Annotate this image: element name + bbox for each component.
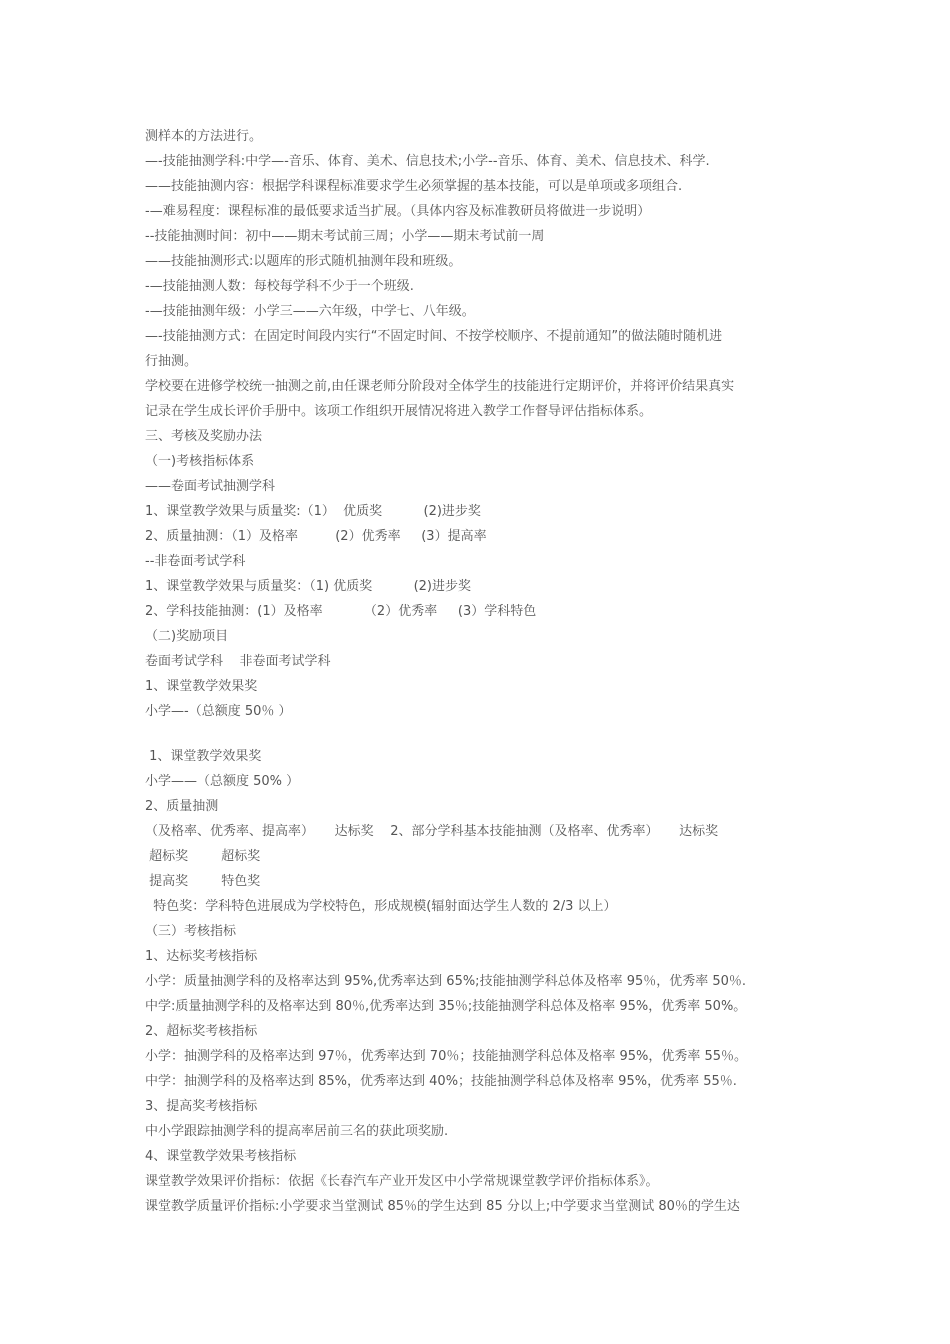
text-line: 1、课堂教学效果与质量奖：（1) 优质奖 (2)进步奖 [145, 579, 471, 594]
text-line: 1、课堂教学效果奖 [145, 679, 258, 694]
text-line: 学校要在进修学校统一抽测之前,由任课老师分阶段对全体学生的技能进行定期评价，并将评价结果真实 [145, 379, 735, 394]
text-line: --技能抽测时间：初中——期末考试前三周；小学——期末考试前一周 [145, 229, 545, 244]
text-line: 课堂教学质量评价指标:小学要求当堂测试 85％的学生达到 85 分以上;中学要求当堂测试 80％的学生达 [145, 1199, 740, 1214]
text-line: ——技能抽测内容：根据学科课程标准要求学生必须掌握的基本技能，可以是单项或多项组合. [145, 179, 683, 194]
text-line: 提高奖 特色奖 [145, 874, 261, 889]
subsection-heading: （一)考核指标体系 [145, 454, 255, 469]
text-line: ——技能抽测形式:以题库的形式随机抽测年段和班级。 [145, 254, 462, 269]
text-line: 卷面考试学科 非卷面考试学科 [145, 654, 331, 669]
text-line: 超标奖 超标奖 [145, 849, 261, 864]
text-line: 中学:质量抽测学科的及格率达到 80％,优秀率达到 35％;技能抽测学科总体及格率 95%，优秀率 50%。 [145, 999, 747, 1014]
text-line: ——卷面考试抽测学科 [145, 479, 276, 494]
blank-line [145, 724, 825, 744]
text-line: 2、质量抽测：（1）及格率 (2）优秀率 (3）提高率 [145, 529, 487, 544]
text-line: —-技能抽测学科:中学—-音乐、体育、美术、信息技术;小学--音乐、体育、美术、信息技术、科学. [145, 154, 710, 169]
text-line: 1、课堂教学效果奖 [145, 749, 262, 764]
text-line: 测样本的方法进行。 [145, 129, 263, 144]
text-line: 小学——（总额度 50% ） [145, 774, 300, 789]
subsection-heading: （三）考核指标 [145, 924, 237, 939]
text-line: 2、超标奖考核指标 [145, 1024, 258, 1039]
text-line: 1、达标奖考核指标 [145, 949, 258, 964]
document-page [145, 124, 825, 1219]
text-line: 1、课堂教学效果与质量奖:（1） 优质奖 (2)进步奖 [145, 504, 481, 519]
subsection-heading: （二)奖励项目 [145, 629, 229, 644]
text-line: -—技能抽测年级：小学三——六年级，中学七、八年级。 [145, 304, 475, 319]
text-line: 小学—-（总额度 50％ ） [145, 704, 292, 719]
text-line: 行抽测。 [145, 354, 198, 369]
section-heading: 三、考核及奖励办法 [145, 429, 263, 444]
text-line: 2、质量抽测 [145, 799, 219, 814]
text-line: 小学：抽测学科的及格率达到 97％，优秀率达到 70％；技能抽测学科总体及格率 95%，优秀率 55％。 [145, 1049, 748, 1064]
text-line: 课堂教学效果评价指标：依据《长春汽车产业开发区中小学常规课堂教学评价指标体系》。 [145, 1174, 659, 1189]
text-line: 特色奖：学科特色进展成为学校特色，形成规模(辐射面达学生人数的 2/3 以上） [145, 899, 617, 914]
text-line: --非卷面考试学科 [145, 554, 246, 569]
text-line: 中小学跟踪抽测学科的提高率居前三名的获此项奖励. [145, 1124, 449, 1139]
text-line: —-技能抽测方式：在固定时间段内实行“不固定时间、不按学校顺序、不提前通知”的做法随时随机进 [145, 329, 723, 344]
text-line: 4、课堂教学效果考核指标 [145, 1149, 297, 1164]
text-line: 小学：质量抽测学科的及格率达到 95%,优秀率达到 65%;技能抽测学科总体及格率 95％，优秀率 50％. [145, 974, 747, 989]
text-line: 3、提高奖考核指标 [145, 1099, 258, 1114]
text-line: 记录在学生成长评价手册中。该项工作组织开展情况将进入教学工作督导评估指标体系。 [145, 404, 653, 419]
text-line: 2、学科技能抽测：(1）及格率 （2）优秀率 (3）学科特色 [145, 604, 537, 619]
text-line: （及格率、优秀率、提高率） 达标奖 2、部分学科基本技能抽测（及格率、优秀率） 达标奖 [145, 824, 719, 839]
text-line: -—难易程度：课程标准的最低要求适当扩展。（具体内容及标准教研员将做进一步说明） [145, 204, 651, 219]
text-line: -—技能抽测人数：每校每学科不少于一个班级. [145, 279, 414, 294]
text-line: 中学：抽测学科的及格率达到 85%，优秀率达到 40%；技能抽测学科总体及格率 95%，优秀率 55％. [145, 1074, 737, 1089]
